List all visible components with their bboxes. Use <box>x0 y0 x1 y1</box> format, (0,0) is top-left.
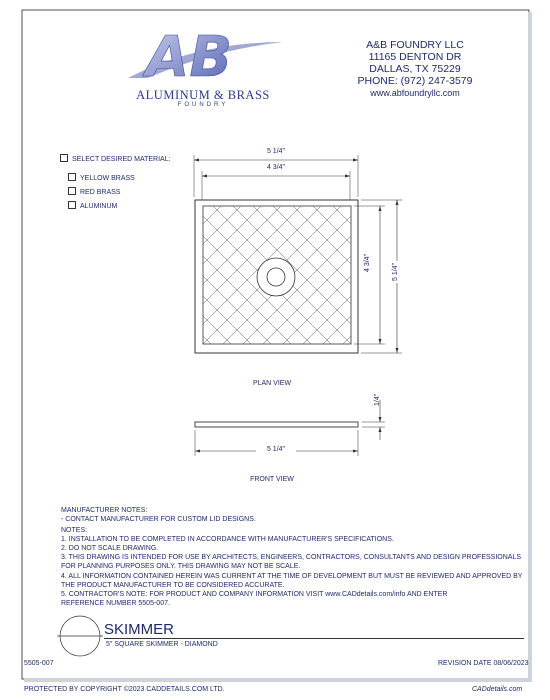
note-line: 3. THIS DRAWING IS INTENDED FOR USE BY ARCHITECTS, ENGINEERS, CONTRACTORS, CONSULTANTS AND DESIGN PROFESSIONALS <box>61 554 521 561</box>
front-view-drawing <box>180 390 420 465</box>
note-line: FOR PLANNING PURPOSES ONLY. THIS DRAWING MAY NOT BE SCALE. <box>61 563 301 570</box>
material-heading-checkbox[interactable] <box>60 154 68 162</box>
material-option-label: ALUMINUM <box>80 203 118 210</box>
note-line: REFERENCE NUMBER 5505-007. <box>61 600 170 607</box>
revision-date: REVISION DATE 08/06/2023 <box>438 660 529 667</box>
material-option-label: YELLOW BRASS <box>80 175 135 182</box>
material-checkbox[interactable] <box>68 173 76 181</box>
dim-front-width: 5 1/4" <box>256 446 296 453</box>
manufacturer-note: - CONTACT MANUFACTURER FOR CUSTOM LID DESIGNS. <box>61 516 256 523</box>
material-heading <box>60 154 171 163</box>
title-underline <box>104 638 524 639</box>
manufacturer-notes-heading: MANUFACTURER NOTES: <box>61 507 148 514</box>
logo-monogram: AB <box>146 25 233 90</box>
material-option[interactable] <box>68 201 117 210</box>
reference-number: 5505-007 <box>24 660 54 667</box>
notes-heading: NOTES: <box>61 527 88 534</box>
material-checkbox[interactable] <box>68 187 76 195</box>
logo-brand-line1: ALUMINUM & BRASS <box>136 88 270 102</box>
drawing-subtitle: 5" SQUARE SKIMMER - DIAMOND <box>106 641 218 648</box>
dim-thickness: 1/4" <box>374 393 381 406</box>
company-phone: PHONE: (972) 247-3579 <box>357 75 473 87</box>
title-symbol <box>55 614 105 658</box>
drawing-title: SKIMMER <box>104 621 175 638</box>
dim-overall-height: 5 1/4" <box>392 262 399 281</box>
company-address2: DALLAS, TX 75229 <box>369 63 461 75</box>
note-line: 1. INSTALLATION TO BE COMPLETED IN ACCORDANCE WITH MANUFACTURER'S SPECIFICATIONS. <box>61 536 394 543</box>
company-address1: 11165 DENTON DR <box>368 51 462 63</box>
company-name: A&B FOUNDRY LLC <box>366 39 464 51</box>
material-option-label: RED BRASS <box>80 189 121 196</box>
note-line: THE PRODUCT MANUFACTURER TO BE CONSIDERED ACCURATE. <box>61 582 285 589</box>
material-checkbox[interactable] <box>68 201 76 209</box>
material-option[interactable] <box>68 187 120 196</box>
dim-inner-width: 4 3/4" <box>256 164 296 171</box>
note-line: 2. DO NOT SCALE DRAWING. <box>61 545 159 552</box>
company-web: www.abfoundryllc.com <box>370 88 460 98</box>
front-view-label: FRONT VIEW <box>250 476 294 483</box>
copyright-notice: PROTECTED BY COPYRIGHT ©2023 CADDETAILS.COM LTD. <box>24 686 225 693</box>
material-heading-label: SELECT DESIRED MATERIAL: <box>72 156 171 163</box>
plan-view-label: PLAN VIEW <box>252 380 292 387</box>
note-line: 5. CONTRACTOR'S NOTE: FOR PRODUCT AND COMPANY INFORMATION VISIT www.CADdetails.com/info AND ENTER <box>61 591 448 598</box>
dim-overall-width: 5 1/4" <box>256 148 296 155</box>
note-line: 4. ALL INFORMATION CONTAINED HEREIN WAS CURRENT AT THE TIME OF DEVELOPMENT BUT MUST BE REVIEWED AND APPROVED BY <box>61 573 523 580</box>
ab-logo <box>118 20 288 92</box>
logo-brand-line2: FOUNDRY <box>177 102 229 108</box>
plan-view-drawing <box>180 140 420 370</box>
material-option[interactable] <box>68 173 135 182</box>
caddetails-link[interactable]: CADdetails.com <box>472 686 523 693</box>
dim-inner-height: 4 3/4" <box>364 253 371 272</box>
